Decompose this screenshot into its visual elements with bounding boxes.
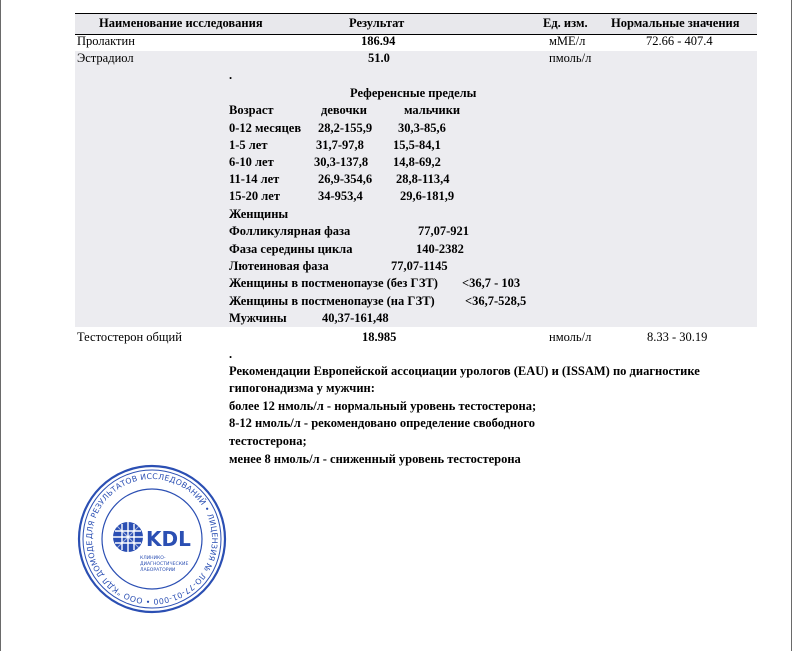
age-label: 1-5 лет	[229, 138, 268, 152]
note-line: 8-12 нмоль/л - рекомендовано определение свободного	[229, 416, 535, 430]
test-unit: пмоль/л	[549, 51, 592, 65]
age-header: Возраст	[229, 103, 274, 117]
women-heading: Женщины	[229, 207, 289, 221]
boys-range: 30,3-85,6	[398, 121, 446, 135]
test-name: Пролактин	[77, 34, 135, 48]
girls-header: девочки	[321, 103, 367, 117]
header-name: Наименование исследования	[99, 16, 263, 30]
age-label: 11-14 лет	[229, 172, 280, 186]
phase-value: 77,07-921	[418, 224, 470, 238]
age-label: 0-12 месяцев	[229, 121, 302, 135]
note-dot: .	[229, 347, 233, 361]
age-label: 6-10 лет	[229, 155, 274, 169]
stamp-logo: KDL	[146, 527, 191, 551]
table-row	[75, 50, 757, 68]
phase-label: Фаза середины цикла	[229, 242, 353, 256]
note-line: более 12 нмоль/л - нормальный уровень тестостерона;	[229, 399, 537, 413]
phase-label: Женщины в постменопаузе (без ГЗТ)	[229, 276, 438, 290]
test-result: 51.0	[368, 51, 390, 65]
note-dot: .	[229, 68, 233, 82]
stamp-subtitle: ДИАГНОСТИЧЕСКИЕ	[140, 562, 189, 567]
stamp-graphic	[76, 463, 228, 615]
test-result: 186.94	[361, 34, 396, 48]
men-value: 40,37-161,48	[322, 311, 389, 325]
stamp-subtitle: КЛИНИКО-	[140, 556, 166, 561]
stamp-ring-text: ДЛЯ РЕЗУЛЬТАТОВ ИССЛЕДОВАНИЙ • ЛИЦЕНЗИЯ № ЛО-77-01-000 • ООО "КДЛ ДОМОДЕ	[84, 471, 220, 607]
girls-range: 30,3-137,8	[314, 155, 369, 169]
test-name: Тестостерон общий	[77, 330, 182, 344]
girls-range: 28,2-155,9	[318, 121, 373, 135]
phase-label: Женщины в постменопаузе (на ГЗТ)	[229, 294, 435, 308]
page-border-left	[0, 0, 1, 651]
boys-range: 15,5-84,1	[393, 138, 441, 152]
boys-range: 14,8-69,2	[393, 155, 441, 169]
test-norm: 72.66 - 407.4	[646, 34, 713, 48]
phase-label: Фолликулярная фаза	[229, 224, 351, 238]
stamp-subtitle: ЛАБОРАТОРИИ	[140, 568, 176, 573]
test-name: Эстрадиол	[77, 51, 134, 65]
boys-header: мальчики	[404, 103, 461, 117]
phase-value: 77,07-1145	[391, 259, 448, 273]
header-unit: Ед. изм.	[543, 16, 588, 30]
phase-value: <36,7-528,5	[465, 294, 527, 308]
girls-range: 31,7-97,8	[316, 138, 364, 152]
note-line: Рекомендации Европейской ассоциации урологов (EAU) и (ISSAM) по диагностике	[229, 364, 700, 378]
boys-range: 28,8-113,4	[396, 172, 450, 186]
lab-stamp	[76, 463, 228, 615]
phase-value: <36,7 - 103	[462, 276, 521, 290]
table-row	[75, 33, 757, 51]
note-line: тестостерона;	[229, 434, 307, 448]
boys-range: 29,6-181,9	[400, 189, 455, 203]
page-border-right	[791, 0, 792, 651]
test-result: 18.985	[362, 330, 397, 344]
reference-title: Референсные пределы	[350, 86, 477, 100]
test-norm: 8.33 - 30.19	[647, 330, 708, 344]
age-label: 15-20 лет	[229, 189, 280, 203]
test-unit: мМЕ/л	[549, 34, 586, 48]
header-result: Результат	[349, 16, 405, 30]
girls-range: 34-953,4	[318, 189, 363, 203]
globe-icon	[113, 522, 143, 552]
note-line: гипогонадизма у мужчин:	[229, 381, 375, 395]
note-line: менее 8 нмоль/л - сниженный уровень тестостерона	[229, 452, 521, 466]
girls-range: 26,9-354,6	[318, 172, 373, 186]
header-norm: Нормальные значения	[611, 16, 740, 30]
table-row	[75, 329, 757, 347]
men-label: Мужчины	[229, 311, 287, 325]
phase-value: 140-2382	[416, 242, 464, 256]
test-unit: нмоль/л	[549, 330, 592, 344]
phase-label: Лютеиновая фаза	[229, 259, 329, 273]
table-header	[75, 13, 757, 35]
